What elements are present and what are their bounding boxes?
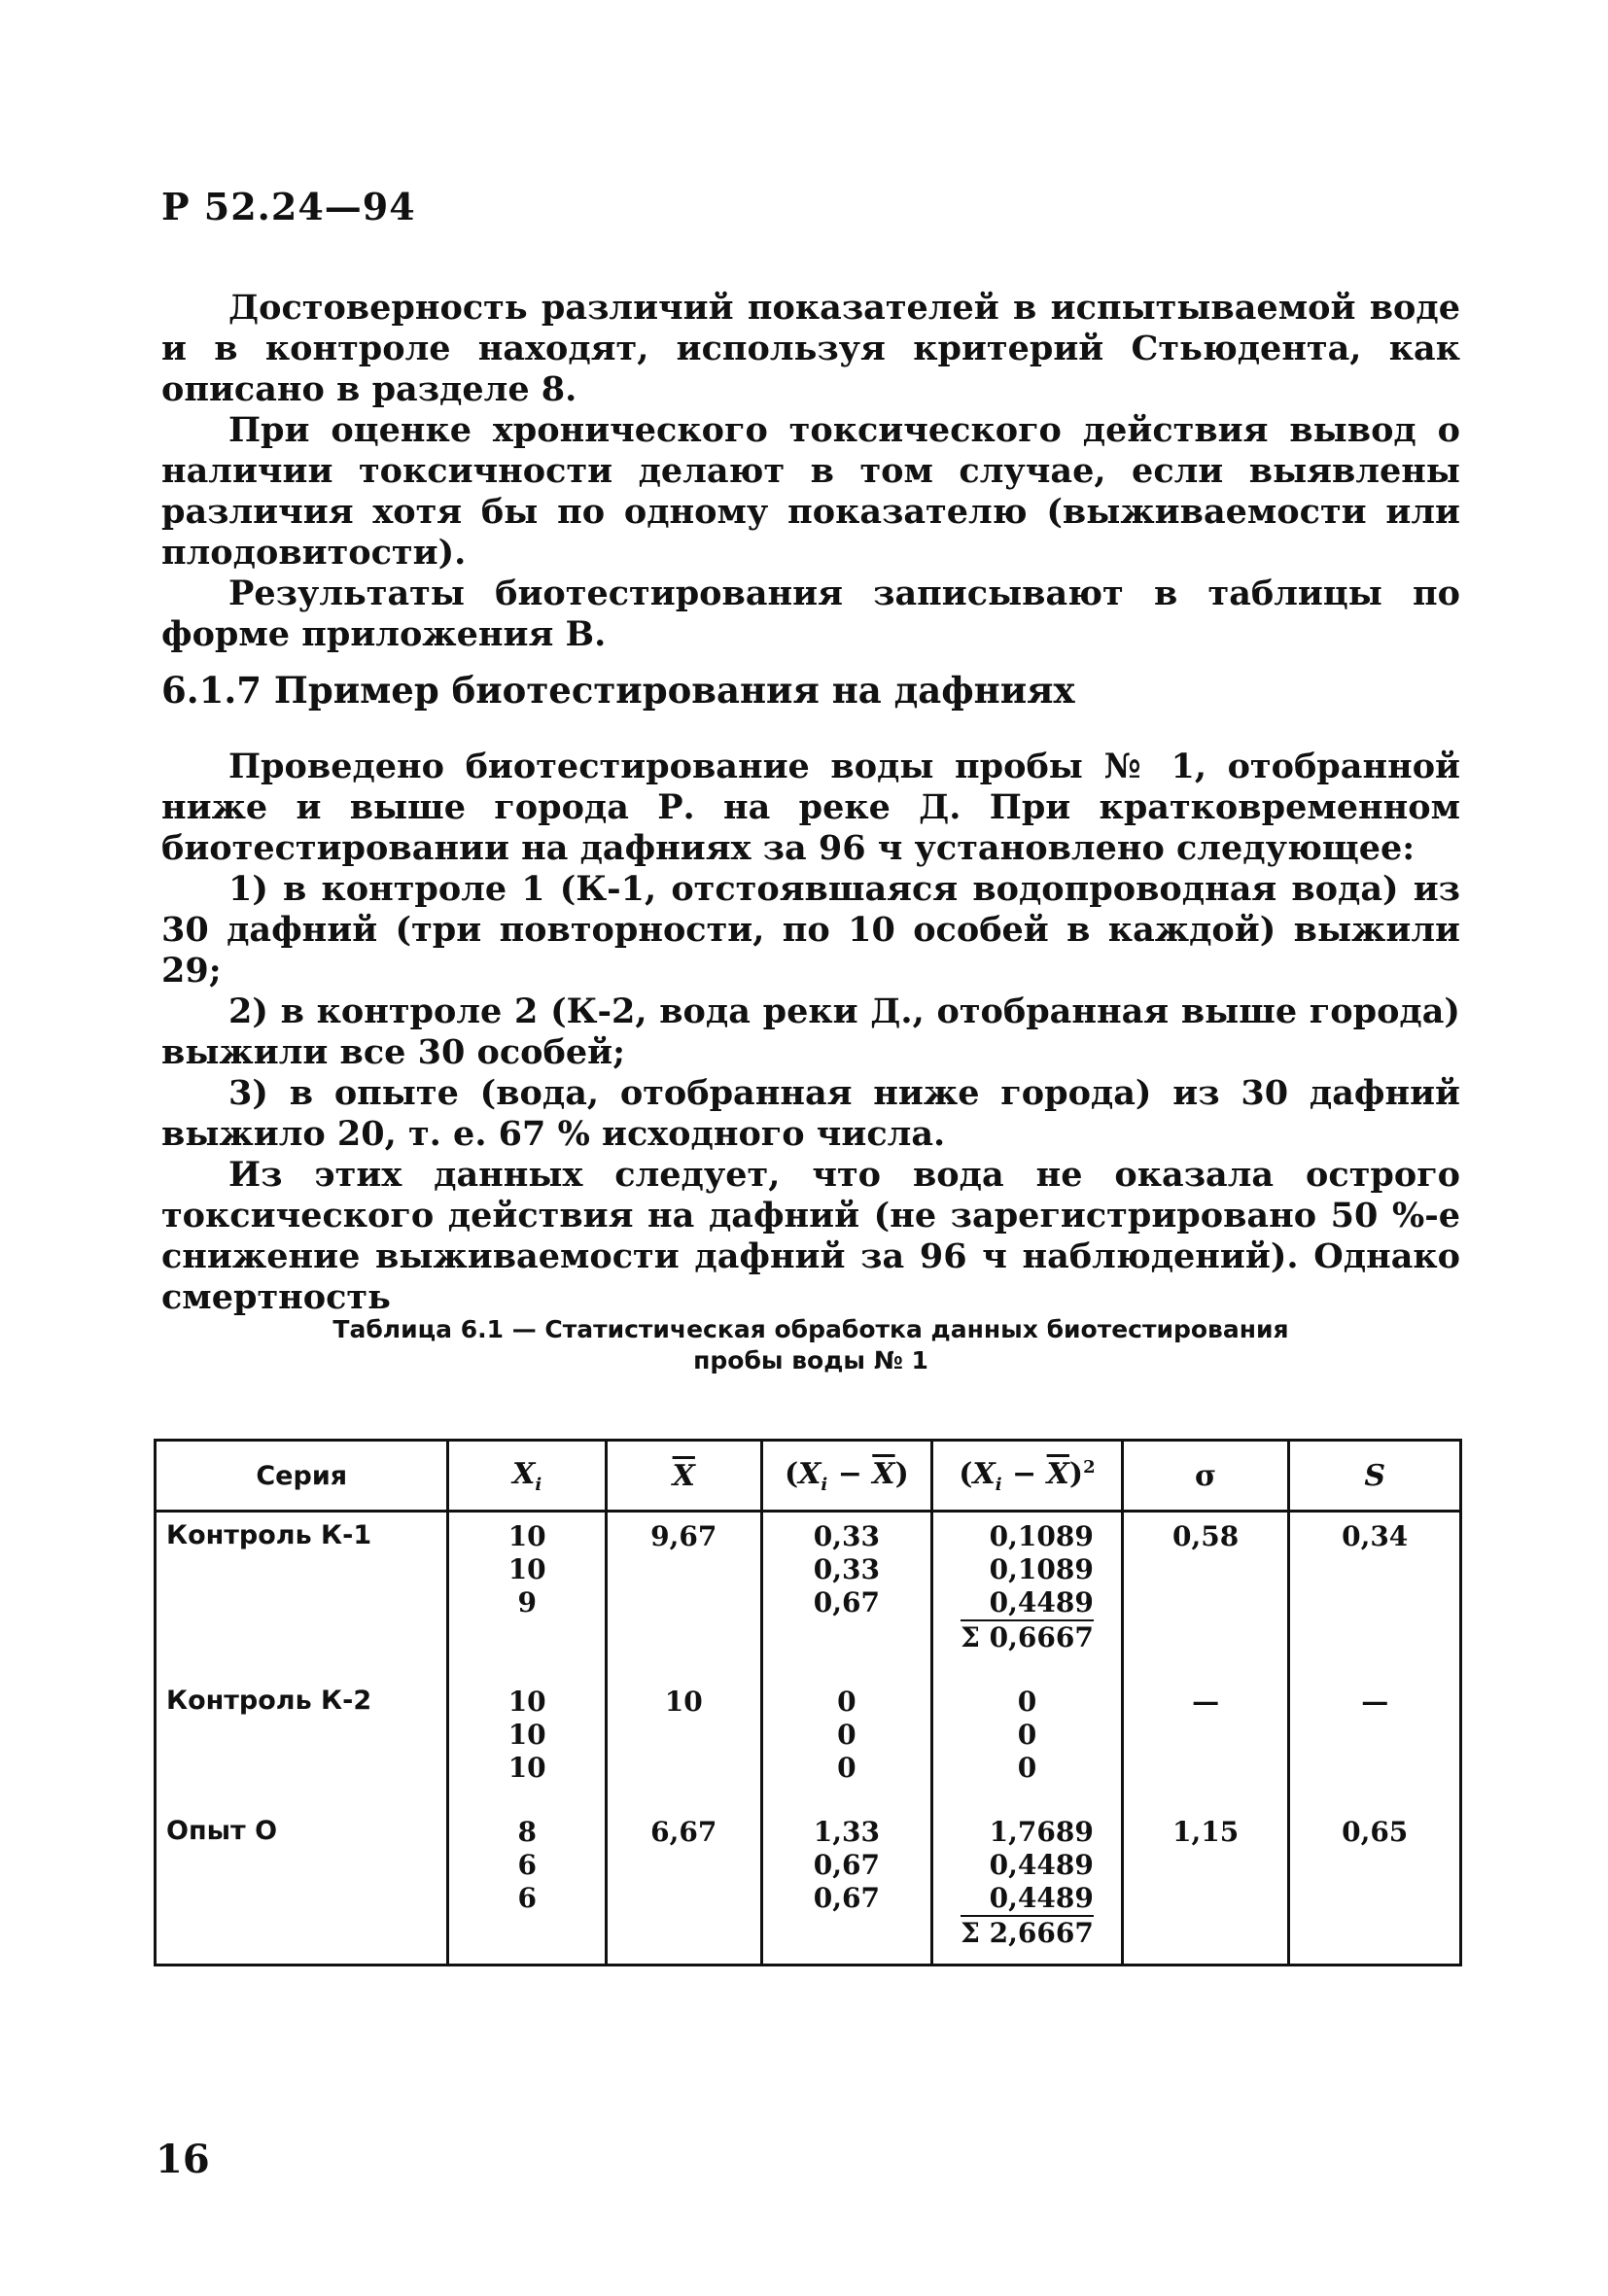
sum-value: Σ 2,6667	[961, 1917, 1094, 1949]
xi-cell: 8 6 6	[448, 1808, 607, 1966]
table-header-row	[156, 1441, 1461, 1512]
table-row	[156, 1678, 1461, 1785]
xmean-cell: 9,67	[606, 1512, 761, 1655]
example-paragraphs	[161, 747, 1460, 1318]
xi-cell: 10 10 9	[448, 1512, 607, 1655]
table-caption	[161, 1314, 1460, 1376]
sigma-cell: 0,58	[1122, 1512, 1289, 1655]
table-row	[156, 1512, 1461, 1655]
s-cell: —	[1289, 1678, 1461, 1785]
row-spacer	[156, 1654, 1461, 1678]
header-diff: $(X_i - \overline{X})$	[761, 1441, 932, 1512]
paragraph: Результаты биотестирования записывают в таблицы по форме приложения В.	[161, 574, 1460, 654]
paragraph: Достоверность различий показателей в испытываемой воде и в контроле находят, используя критерий Стьюдента, как описано в разделе 8.	[161, 288, 1460, 409]
document-code: Р 52.24—94	[161, 185, 416, 228]
sum-value: Σ 0,6667	[961, 1621, 1094, 1653]
diff-squared-cell: 0,1089 0,1089 0,4489 Σ 0,6667	[932, 1512, 1123, 1655]
header-s: S	[1289, 1441, 1461, 1512]
page-number: 16	[156, 2137, 210, 2182]
series-cell: Опыт О	[156, 1808, 448, 1966]
statistics-table	[154, 1439, 1462, 1966]
series-cell: Контроль К-2	[156, 1678, 448, 1785]
paragraph: При оценке хронического токсического действия вывод о наличии токсичности делают в том случае, если выявлены различия хотя бы по одному показателю (выживаемости или плодовитости).	[161, 410, 1460, 573]
caption-line: Таблица 6.1 — Статистическая обработка данных биотестирования	[332, 1315, 1289, 1343]
paragraph: 3) в опыте (вода, отобранная ниже города) из 30 дафний выжило 20, т. е. 67 % исходного числа.	[161, 1073, 1460, 1154]
header-xmean: $\overline{X}$	[606, 1441, 761, 1512]
section-heading: 6.1.7 Пример биотестирования на дафниях	[161, 669, 1075, 712]
paragraph: Из этих данных следует, что вода не оказала острого токсического действия на дафний (не зарегистрировано 50 %-е снижение выживаемости дафний за 96 ч наблюдений). Однако смертность	[161, 1155, 1460, 1317]
sigma-cell: 1,15	[1122, 1808, 1289, 1966]
header-sigma: σ	[1122, 1441, 1289, 1512]
paragraph: Проведено биотестирование воды пробы № 1, отобранной ниже и выше города Р. на реке Д. При кратковременном биотестировании на дафниях за 96 ч установлено следующее:	[161, 747, 1460, 868]
intro-paragraphs	[161, 288, 1460, 655]
diff-cell: 0 0 0	[761, 1678, 932, 1785]
s-cell: 0,65	[1289, 1808, 1461, 1966]
xmean-cell: 6,67	[606, 1808, 761, 1966]
table-row	[156, 1808, 1461, 1966]
header-diff-squared: $(X_i - \overline{X})^2$	[932, 1441, 1123, 1512]
xmean-cell: 10	[606, 1678, 761, 1785]
header-xi: $X_i$	[448, 1441, 607, 1512]
row-spacer	[156, 1785, 1461, 1808]
diff-cell: 1,33 0,67 0,67	[761, 1808, 932, 1966]
paragraph: 1) в контроле 1 (К-1, отстоявшаяся водопроводная вода) из 30 дафний (три повторности, по 10 особей в каждой) выжили 29;	[161, 869, 1460, 991]
header-series: Серия	[156, 1441, 448, 1512]
xi-cell: 10 10 10	[448, 1678, 607, 1785]
caption-line: пробы воды № 1	[693, 1346, 928, 1374]
series-cell: Контроль К-1	[156, 1512, 448, 1655]
diff-cell: 0,33 0,33 0,67	[761, 1512, 932, 1655]
diff-squared-cell: 1,7689 0,4489 0,4489 Σ 2,6667	[932, 1808, 1123, 1966]
diff-squared-cell: 0 0 0	[932, 1678, 1123, 1785]
sigma-cell: —	[1122, 1678, 1289, 1785]
s-cell: 0,34	[1289, 1512, 1461, 1655]
paragraph: 2) в контроле 2 (К-2, вода реки Д., отобранная выше города) выжили все 30 особей;	[161, 991, 1460, 1072]
